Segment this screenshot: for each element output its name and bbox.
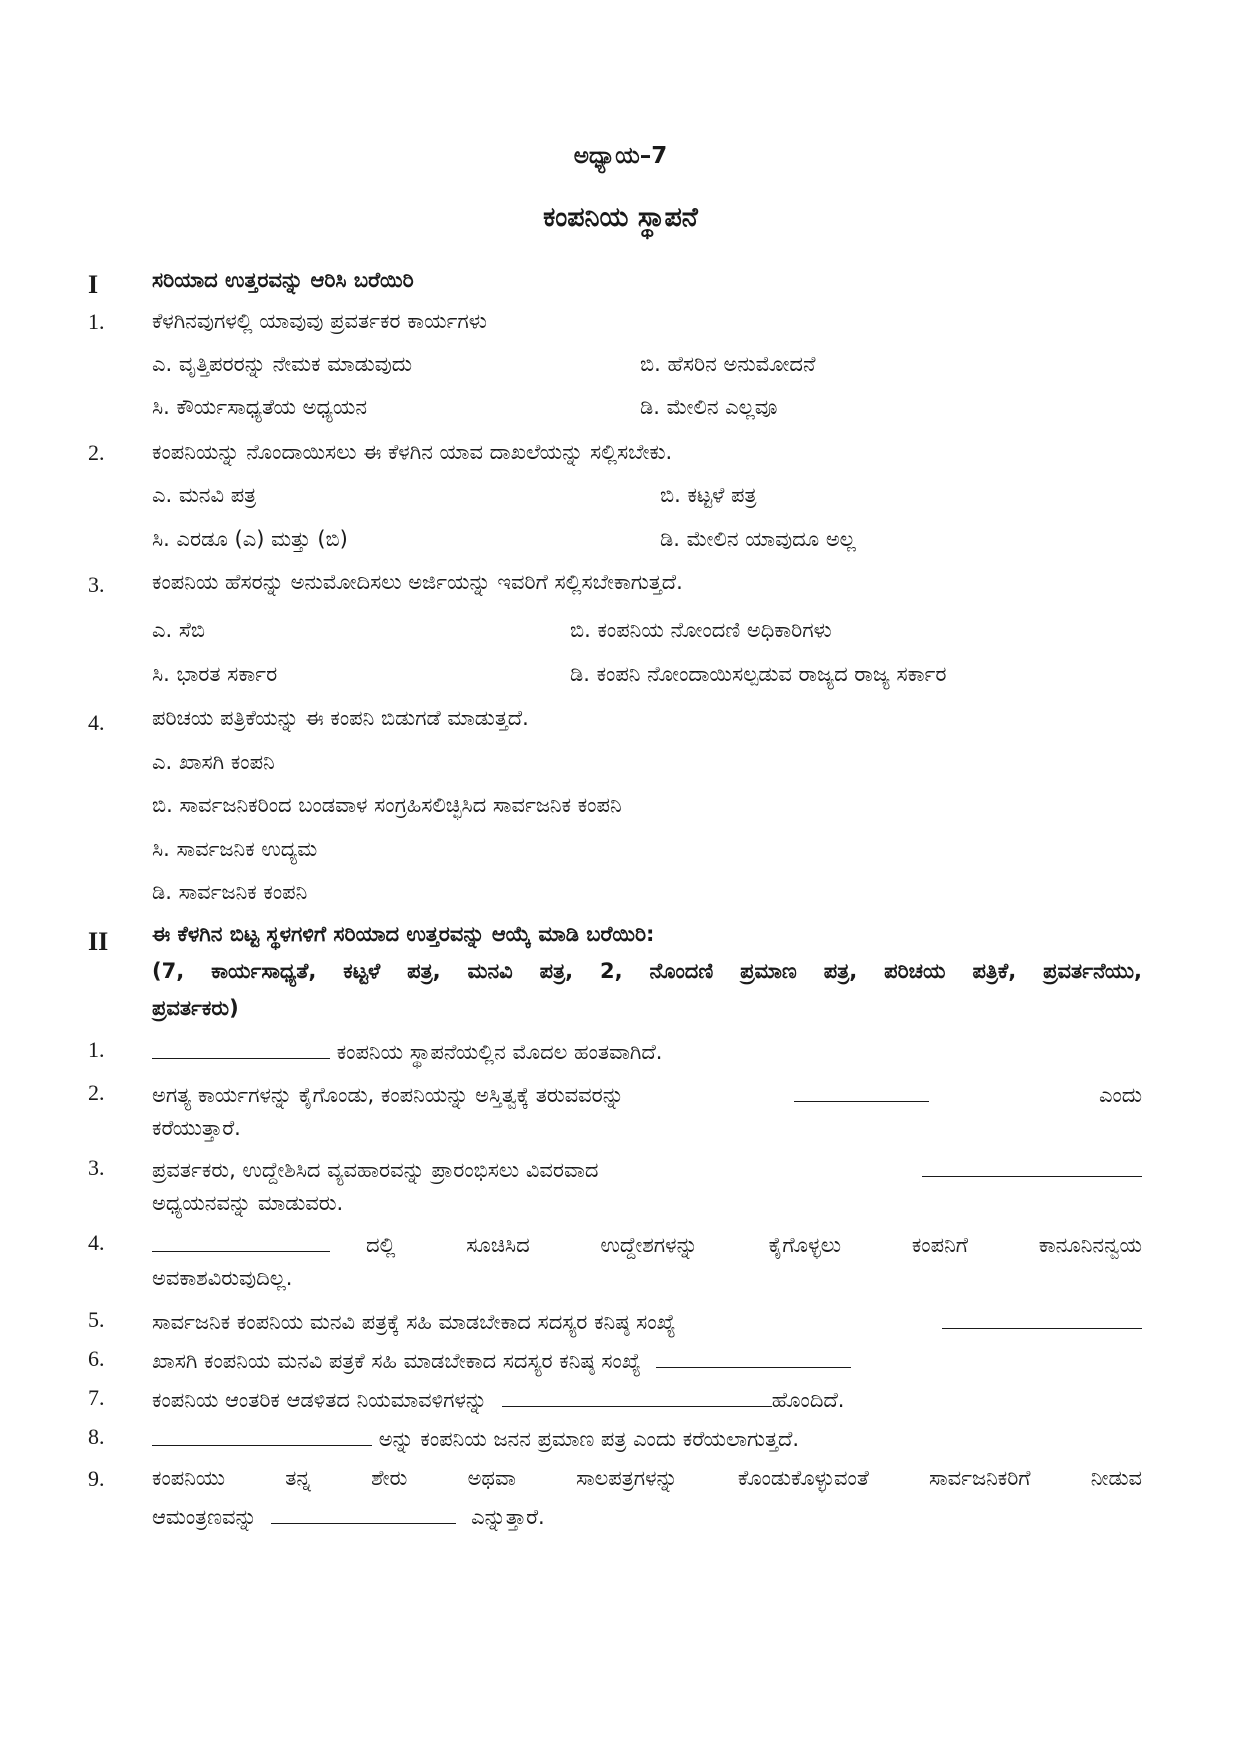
fill-2-line	[152, 1080, 1142, 1108]
section-2-heading: ಈ ಕೆಳಗಿನ ಬಿಟ್ಟ ಸ್ಥಳಗಳಿಗೆ ಸರಿಯಾದ ಉತ್ತರವನ್ನು ಆಯ್ಕೆ ಮಾಡಿ ಬರೆಯಿರಿ:	[152, 922, 655, 946]
q4-option-c: ಸಿ. ಸಾರ್ವಜನಿಕ ಉದ್ಯಮ	[152, 837, 318, 861]
q4-option-a: ಎ. ಖಾಸಗಿ ಕಂಪನಿ	[152, 750, 275, 774]
q3-text: ಕಂಪನಿಯ ಹೆಸರನ್ನು ಅನುಮೋದಿಸಲು ಅರ್ಜಿಯನ್ನು ಇವರಿಗೆ ಸಲ್ಲಿಸಬೇಕಾಗುತ್ತದೆ.	[152, 570, 683, 594]
q3-option-a: ಎ. ಸೆಬಿ	[152, 618, 205, 642]
fill-6-line	[152, 1346, 851, 1374]
fill-9-number: 9.	[88, 1466, 105, 1491]
fill-9-cont-before: ಆಮಂತ್ರಣವನ್ನು	[152, 1505, 257, 1529]
q1-option-a: ಎ. ವೃತ್ತಿಪರರನ್ನು ನೇಮಕ ಮಾಡುವುದು	[152, 352, 413, 376]
q4-text: ಪರಿಚಯ ಪತ್ರಿಕೆಯನ್ನು ಈ ಕಂಪನಿ ಬಿಡುಗಡೆ ಮಾಡುತ್ತದೆ.	[152, 706, 529, 730]
fill-9-text-before: ಕಂಪನಿಯು ತನ್ನ ಶೇರು ಅಥವಾ ಸಾಲಪತ್ರಗಳನ್ನು ಕೊಂಡುಕೊಳ್ಳುವಂತೆ ಸಾರ್ವಜನಿಕರಿಗೆ ನೀಡುವ	[152, 1466, 1142, 1490]
q2-text: ಕಂಪನಿಯನ್ನು ನೊಂದಾಯಿಸಲು ಈ ಕೆಳಗಿನ ಯಾವ ದಾಖಲೆಯನ್ನು ಸಲ್ಲಿಸಬೇಕು.	[152, 440, 673, 464]
fill-9-blank[interactable]	[271, 1502, 456, 1524]
fill-8-number: 8.	[88, 1424, 105, 1449]
fill-2-text-after: ಎಂದು	[1098, 1083, 1142, 1107]
section-1-heading: ಸರಿಯಾದ ಉತ್ತರವನ್ನು ಆರಿಸಿ ಬರೆಯಿರಿ	[152, 268, 414, 292]
q4-option-d: ಡಿ. ಸಾರ್ವಜನಿಕ ಕಂಪನಿ	[152, 880, 308, 904]
fill-3-line	[152, 1155, 1142, 1183]
q3-option-d: ಡಿ. ಕಂಪನಿ ನೋಂದಾಯಿಸಲ್ಪಡುವ ರಾಜ್ಯದ ರಾಜ್ಯ ಸರ್ಕಾರ	[570, 662, 947, 686]
fill-8-blank[interactable]	[152, 1424, 372, 1446]
fill-4-text: ದಲ್ಲಿ ಸೂಚಿಸಿದ ಉದ್ದೇಶಗಳನ್ನು ಕೈಗೊಳ್ಳಲು ಕಂಪನಿಗೆ ಕಾನೂನಿನನ್ವಯ	[366, 1233, 1142, 1257]
fill-1-blank[interactable]	[152, 1037, 330, 1059]
q2-option-b: ಬಿ. ಕಟ್ಟಳೆ ಪತ್ರ	[660, 483, 757, 507]
q2-option-c: ಸಿ. ಎರಡೂ (ಎ) ಮತ್ತು (ಬಿ)	[152, 527, 348, 551]
fill-1-line	[152, 1037, 662, 1065]
fill-7-text-before: ಕಂಪನಿಯ ಆಂತರಿಕ ಆಡಳಿತದ ನಿಯಮಾವಳಿಗಳನ್ನು	[152, 1388, 488, 1412]
fill-3-blank[interactable]	[922, 1155, 1142, 1177]
section-1-numeral: I	[88, 270, 99, 299]
fill-4-number: 4.	[88, 1230, 105, 1255]
q1-option-d: ಡಿ. ಮೇಲಿನ ಎಲ್ಲವೂ	[640, 395, 778, 419]
q1-option-b: ಬಿ. ಹೆಸರಿನ ಅನುಮೋದನೆ	[640, 352, 816, 376]
q4-option-b: ಬಿ. ಸಾರ್ವಜನಿಕರಿಂದ ಬಂಡವಾಳ ಸಂಗ್ರಹಿಸಲಿಚ್ಛಿಸಿದ ಸಾರ್ವಜನಿಕ ಕಂಪನಿ	[152, 793, 622, 817]
fill-2-number: 2.	[88, 1080, 105, 1105]
fill-9-cont-after: ಎನ್ನುತ್ತಾರೆ.	[471, 1505, 545, 1529]
q1-number: 1.	[88, 309, 105, 334]
fill-4-blank[interactable]	[152, 1230, 330, 1252]
chapter-title: ಕಂಪನಿಯ ಸ್ಥಾಪನೆ	[543, 202, 698, 233]
fill-5-number: 5.	[88, 1307, 105, 1332]
fill-5-blank[interactable]	[942, 1307, 1142, 1329]
fill-5-text-before: ಸಾರ್ವಜನಿಕ ಕಂಪನಿಯ ಮನವಿ ಪತ್ರಕ್ಕೆ ಸಹಿ ಮಾಡಬೇಕಾದ ಸದಸ್ಯರ ಕನಿಷ್ಠ ಸಂಖ್ಯೆ	[152, 1310, 676, 1334]
fill-2-continuation: ಕರೆಯುತ್ತಾರೆ.	[152, 1116, 241, 1140]
fill-7-number: 7.	[88, 1385, 105, 1410]
fill-2-blank[interactable]	[794, 1080, 929, 1102]
q3-option-c: ಸಿ. ಭಾರತ ಸರ್ಕಾರ	[152, 662, 278, 686]
q1-option-c: ಸಿ. ಕೌರ್ಯಸಾಧ್ಯತೆಯ ಅಧ್ಯಯನ	[152, 395, 368, 419]
q2-option-a: ಎ. ಮನವಿ ಪತ್ರ	[152, 483, 257, 507]
fill-7-blank[interactable]	[502, 1385, 772, 1407]
fill-7-line	[152, 1385, 844, 1413]
fill-6-blank[interactable]	[656, 1346, 851, 1368]
fill-4-continuation: ಅವಕಾಶವಿರುವುದಿಲ್ಲ.	[152, 1266, 293, 1290]
section-2-numeral: II	[88, 927, 109, 956]
q1-text: ಕೆಳಗಿನವುಗಳಲ್ಲಿ ಯಾವುವು ಪ್ರವರ್ತಕರ ಕಾರ್ಯಗಳು	[152, 309, 487, 333]
fill-6-text-before: ಖಾಸಗಿ ಕಂಪನಿಯ ಮನವಿ ಪತ್ರಕೆ ಸಹಿ ಮಾಡಬೇಕಾದ ಸದಸ್ಯರ ಕನಿಷ್ಠ ಸಂಖ್ಯೆ	[152, 1349, 641, 1373]
q3-option-b: ಬಿ. ಕಂಪನಿಯ ನೋಂದಣಿ ಅಧಿಕಾರಿಗಳು	[570, 618, 832, 642]
fill-5-line	[152, 1307, 1142, 1335]
fill-9-continuation	[152, 1502, 545, 1530]
word-bank-line-1: (7, ಕಾರ್ಯಸಾಧ್ಯತೆ, ಕಟ್ಟಳೆ ಪತ್ರ, ಮನವಿ ಪತ್ರ, 2, ನೊಂದಣಿ ಪ್ರಮಾಣ ಪತ್ರ, ಪರಿಚಯ ಪತ್ರಿಕೆ, ಪ್ರವರ್ತನೆಯು,	[152, 959, 1142, 983]
q2-number: 2.	[88, 440, 105, 465]
fill-7-text-after: ಹೊಂದಿದೆ.	[771, 1388, 845, 1412]
q2-option-d: ಡಿ. ಮೇಲಿನ ಯಾವುದೂ ಅಲ್ಲ	[660, 527, 856, 551]
q3-number: 3.	[88, 572, 105, 597]
fill-4-line	[152, 1230, 1142, 1258]
fill-1-text: ಕಂಪನಿಯ ಸ್ಥಾಪನೆಯಲ್ಲಿನ ಮೊದಲ ಹಂತವಾಗಿದೆ.	[336, 1040, 663, 1064]
fill-8-line	[152, 1424, 799, 1452]
fill-2-text-before: ಅಗತ್ಯ ಕಾರ್ಯಗಳನ್ನು ಕೈಗೊಂಡು, ಕಂಪನಿಯನ್ನು ಅಸ್ತಿತ್ವಕ್ಕೆ ತರುವವರನ್ನು	[152, 1083, 624, 1107]
fill-3-number: 3.	[88, 1155, 105, 1180]
fill-1-number: 1.	[88, 1037, 105, 1062]
word-bank-line-2: ಪ್ರವರ್ತಕರು)	[152, 996, 239, 1020]
fill-8-text: ಅನ್ನು ಕಂಪನಿಯ ಜನನ ಪ್ರಮಾಣ ಪತ್ರ ಎಂದು ಕರೆಯಲಾಗುತ್ತದೆ.	[378, 1427, 800, 1451]
fill-3-text-before: ಪ್ರವರ್ತಕರು, ಉದ್ದೇಶಿಸಿದ ವ್ಯವಹಾರವನ್ನು ಪ್ರಾರಂಭಿಸಲು ವಿವರವಾದ	[152, 1158, 599, 1182]
chapter-number: ಅಧ್ಯಾಯ–7	[573, 143, 668, 169]
q4-number: 4.	[88, 710, 105, 735]
fill-6-number: 6.	[88, 1346, 105, 1371]
fill-3-continuation: ಅಧ್ಯಯನವನ್ನು ಮಾಡುವರು.	[152, 1191, 344, 1215]
